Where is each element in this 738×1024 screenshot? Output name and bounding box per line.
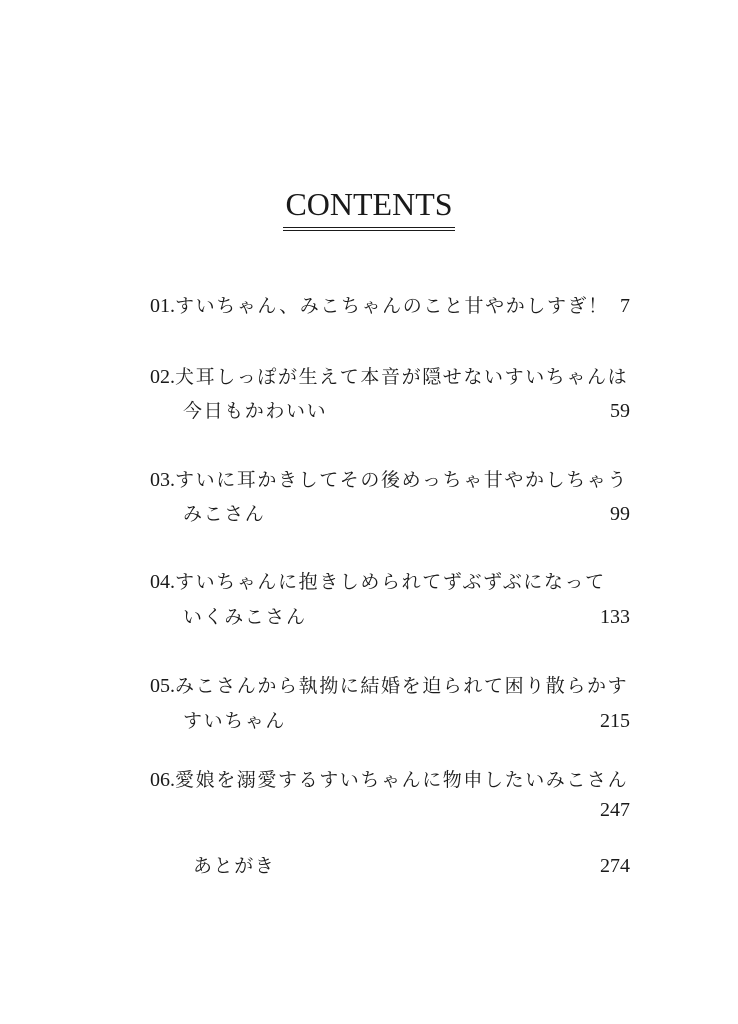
entry-title-line <box>150 767 628 793</box>
entry-title-line <box>150 293 609 319</box>
entry-number: 05. <box>150 675 175 697</box>
entry-page-number: 215 <box>600 710 630 732</box>
entry-title-continuation: みこさん <box>183 503 266 525</box>
entry-title: すいに耳かきしてその後めっちゃ甘やかしちゃう <box>175 469 629 491</box>
entry-page-number: 99 <box>610 503 630 525</box>
entry-title: みこさんから執拗に結婚を迫られて困り散らかす <box>175 675 629 697</box>
entry-page-number: 274 <box>600 855 630 877</box>
entry-number: 04. <box>150 571 175 593</box>
entry-number: 03. <box>150 469 175 491</box>
entry-page-number: 59 <box>610 400 630 422</box>
entry-page-number: 7 <box>620 295 630 317</box>
entry-title-continuation: いくみこさん <box>183 606 307 628</box>
entry-title-line <box>150 569 606 595</box>
entry-page-number: 133 <box>600 606 630 628</box>
entry-title: すいちゃんに抱きしめられてずぶずぶになって <box>175 571 606 593</box>
entry-title-continuation: すいちゃん <box>183 710 287 732</box>
entry-number: 02. <box>150 366 175 388</box>
title-container <box>0 186 738 231</box>
entry-title-line <box>150 673 628 699</box>
entry-title: 愛娘を溺愛するすいちゃんに物申したいみこさん <box>175 769 629 791</box>
entry-title-continuation: 今日もかわいい <box>183 400 328 422</box>
entry-title: あとがき <box>193 855 276 877</box>
entry-page-number: 247 <box>600 799 630 821</box>
entry-number: 06. <box>150 769 175 791</box>
entry-number: 01. <box>150 295 175 317</box>
contents-title: CONTENTS <box>283 186 454 231</box>
entry-title-line <box>150 364 628 390</box>
entry-title-line <box>150 467 628 493</box>
entry-title: 犬耳しっぽが生えて本音が隠せないすいちゃんは <box>175 366 629 388</box>
entry-title: すいちゃん、みこちゃんのこと甘やかしすぎ！ <box>175 295 609 317</box>
